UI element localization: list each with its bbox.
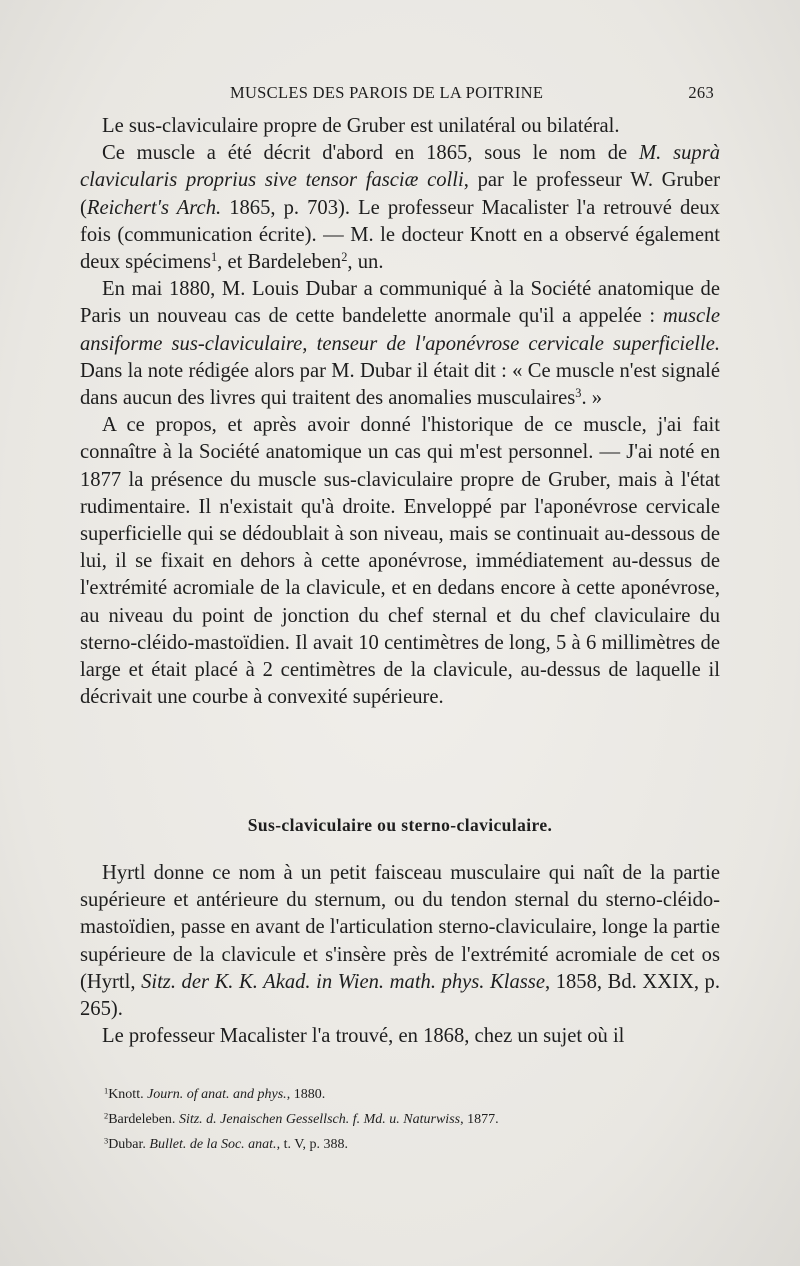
paragraph-2: Ce muscle a été décrit d'abord en 1865, sous le nom de M. suprà clavicularis proprius sive tensor fasciæ colli, par le professeur W. Gruber (Reichert's Arch. 1865, p. 703). Le professeur Macalister l'a retrouvé deux fois (communication écrite). — M. le docteur Knott en a observé également deux spécimens$^1$, et Bardeleben$^2$, un. [80,142,721,274]
hyrtl-reference: Sitz. der K. K. Akad. in Wien. math. phys. Klasse [141,970,545,993]
footnote-ref-2[interactable]: 2 [341,250,348,265]
paragraph-3: En mai 1880, M. Louis Dubar a communiqué à la Société anatomique de Paris un nouveau cas de cette bandelette anormale qu'il a appelée : muscle ansiforme sus-claviculaire, tenseur de l'aponévrose cervicale superficielle. Dans la note rédigée alors par M. Dubar il était dit : « Ce muscle n'est signalé dans aucun des livres qui traitent des anomalies musculaires$^3$. » [80,278,720,410]
section-paragraph-1: Hyrtl donne ce nom à un petit faisceau musculaire qui naît de la partie supérieure et antérieure du sternum, ou du tendon sternal du sterno-cléido-mastoïdien, passe en avant de l'articulation sterno-claviculaire, longe la partie supérieure de la clavicule et s'insère près de l'extrémité acromiale de cet os (Hyrtl, Sitz. der K. K. Akad. in Wien. math. phys. Klasse, 1858, Bd. XXIX, p. 265). [80,862,721,1021]
muscle-latin-name: M. suprà clavicularis proprius sive tensor fasciæ colli [80,142,721,192]
body-text-top [80,113,720,711]
footnote: $^3$Dubar. Bullet. de la Soc. anat., t. V, p. 388. [104,1136,349,1152]
page-number: 263 [688,83,714,102]
paragraph-4: A ce propos, et après avoir donné l'historique de ce muscle, j'ai fait connaître à la Société anatomique un cas qui m'est personnel. — J'ai noté en 1877 la présence du muscle sus-claviculaire propre de Gruber, mais à l'état rudimentaire. Il n'existait qu'à droite. Enveloppé par l'aponévrose cervicale superficielle qui se dédoublait à son niveau, mais se continuait au-dessous de lui, il se fixait en dehors à cette aponévrose, immédiatement au-dessus de l'extrémité acromiale de la clavicule, et en dedans encore à cette aponévrose, au niveau du point de jonction du chef sternal et du chef claviculaire du sterno-cléido-mastoïdien. Il avait 10 centimètres de long, 5 à 6 millimètres de large et était placé à 2 centimètres de la clavicule, au-dessus de laquelle il décrivait une courbe à convexité supérieure. [80,414,720,709]
section-title: Sus-claviculaire ou sterno-claviculaire. [247,815,553,835]
footnote-ref-3[interactable]: 3 [575,386,582,401]
section-paragraph-2: Le professeur Macalister l'a trouvé, en 1868, chez un sujet où il [102,1025,625,1048]
footnotes [104,1082,704,1157]
running-title: MUSCLES DES PAROIS DE LA POITRINE [230,83,544,102]
paragraph-1: Le sus-claviculaire propre de Gruber est unilatéral ou bilatéral. [102,115,620,137]
footnote: $^2$Bardeleben. Sitz. d. Jenaischen Gessellsch. f. Md. u. Naturwiss, 1877. [104,1111,499,1127]
footnote: $^1$Knott. Journ. of anat. and phys., 1880. [104,1086,326,1102]
page-header [82,83,714,107]
muscle-name-dubar: muscle ansiforme sus-claviculaire, tenseur de l'aponévrose cervicale superficielle. [80,305,720,355]
footnote-ref-1[interactable]: 1 [210,250,218,265]
journal-reference: Reichert's Arch. [86,196,222,219]
body-text-section [80,860,720,1050]
